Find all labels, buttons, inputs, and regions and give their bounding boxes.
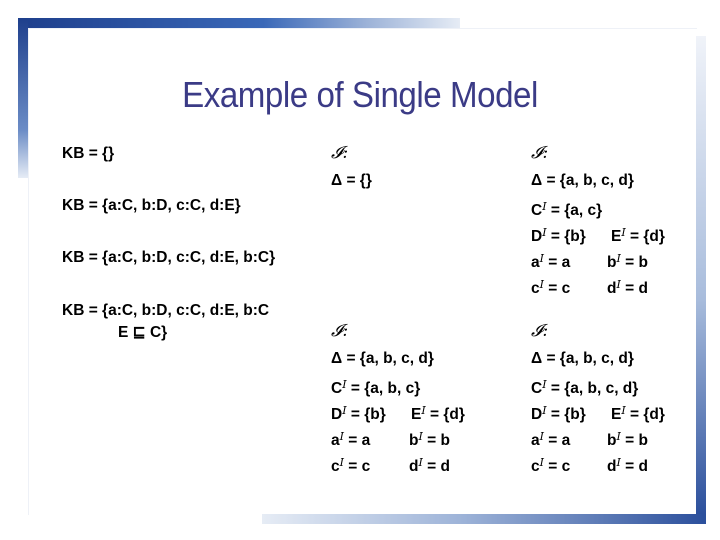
top-accent-bar-fade — [368, 18, 460, 28]
interpretation-label-b: 𝓘: — [531, 143, 549, 163]
panel-d-b-map: $b^I = b$ — [607, 430, 648, 449]
panel-d-d-ext: $D^I = \{b\}$ — [531, 404, 586, 423]
panel-b-c-map: $c^I = c$ — [531, 278, 571, 297]
panel-c-b-map: $b^I = b$ — [409, 430, 450, 449]
kb-line-4: KB = {a:C, b:D, c:C, d:E, b:C — [62, 302, 270, 319]
panel-c-c-map: $c^I = c$ — [331, 456, 371, 475]
left-accent-bar — [18, 18, 28, 178]
panel-d-e-ext: $E^I = \{d\}$ — [611, 404, 665, 423]
panel-c-delta: Δ = {a, b, c, d} — [331, 350, 434, 367]
panel-a-delta: Δ = {} — [331, 172, 372, 189]
panel-b-b-map: $b^I = b$ — [607, 252, 648, 271]
kb-line-3: KB = {a:C, b:D, c:C, d:E, b:C} — [62, 249, 276, 266]
slide-title: Example of Single Model — [182, 74, 538, 115]
interpretation-label-c: 𝓘: — [331, 321, 349, 341]
right-accent-bar — [696, 36, 706, 516]
top-accent-bar — [18, 18, 368, 28]
panel-b-a-map: $a^I = a$ — [531, 252, 571, 271]
kb-line-4-axiom: E ⊑ C} — [118, 324, 168, 341]
panel-b-delta: Δ = {a, b, c, d} — [531, 172, 634, 189]
panel-b-e-ext: $E^I = \{d\}$ — [611, 226, 665, 245]
kb-line-1: KB = {} — [62, 145, 115, 162]
panel-d-a-map: $a^I = a$ — [531, 430, 571, 449]
panel-b-d-map: $d^I = d$ — [607, 278, 648, 297]
kb-line-2: KB = {a:C, b:D, c:C, d:E} — [62, 197, 241, 214]
panel-d-delta: Δ = {a, b, c, d} — [531, 350, 634, 367]
panel-c-a-map: $a^I = a$ — [331, 430, 371, 449]
interpretation-label-a: 𝓘: — [331, 143, 349, 163]
panel-d-c-map: $c^I = c$ — [531, 456, 571, 475]
panel-b-c-ext: $C^I = \{a$, c} — [531, 200, 603, 219]
interpretation-label-d: 𝓘: — [531, 321, 549, 341]
panel-c-d-map: $d^I = d$ — [409, 456, 450, 475]
panel-c-d-ext: $D^I = \{b\}$ — [331, 404, 386, 423]
panel-c-c-ext: $C^I = \{a$, b, c} — [331, 378, 421, 397]
panel-d-c-ext: $C^I = \{a$, b, c, d} — [531, 378, 639, 397]
panel-c-e-ext: $E^I = \{d\}$ — [411, 404, 465, 423]
panel-d-d-map: $d^I = d$ — [607, 456, 648, 475]
bottom-accent-bar — [262, 514, 706, 524]
panel-b-d-ext: $D^I = \{b\}$ — [531, 226, 586, 245]
